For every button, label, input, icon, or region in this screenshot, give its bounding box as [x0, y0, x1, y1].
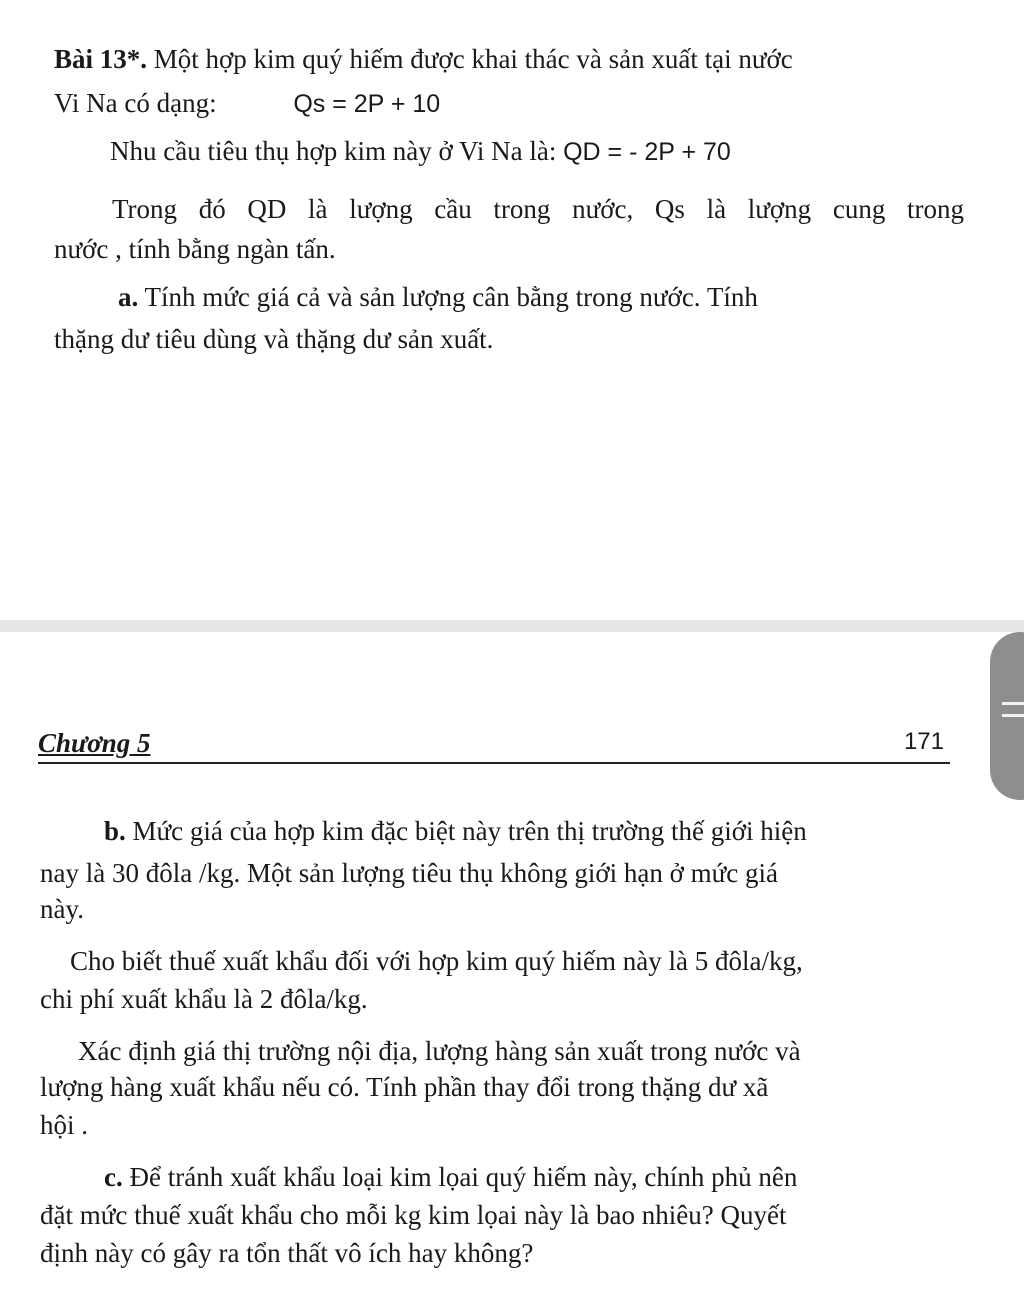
problem-line-5: nước , tính bằng ngàn tấn.	[54, 234, 336, 264]
problem-form-text: Vi Na có dạng:	[54, 88, 217, 118]
part-a-line-1	[118, 280, 964, 314]
page-number: 171	[903, 728, 944, 755]
supply-equation: Qs = 2P + 10	[293, 90, 441, 118]
chapter-header	[38, 728, 950, 764]
page-top	[0, 0, 1024, 620]
part-b-line-4: Cho biết thuế xuất khẩu đối với hợp kim quý hiếm này là 5 đôla/kg,	[70, 946, 803, 976]
demand-intro-text: Nhu cầu tiêu thụ hợp kim này ở Vi Na là:	[110, 136, 557, 166]
problem-line-4: Trong đó QD là lượng cầu trong nước, Qs là lượng cung trong	[112, 194, 964, 224]
grip-line-icon	[1002, 714, 1024, 717]
part-c-line-2: đặt mức thuế xuất khẩu cho mỗi kg kim lọai này là bao nhiêu? Quyết	[40, 1200, 787, 1230]
problem-line-2	[54, 86, 440, 121]
part-b-line-6: Xác định giá thị trường nội địa, lượng hàng sản xuất trong nước và	[78, 1036, 801, 1066]
part-c-label: c.	[104, 1162, 123, 1192]
part-b-text: Mức giá của hợp kim đặc biệt này trên thị trường thế giới hiện	[132, 816, 807, 846]
part-b-line-3: này.	[40, 894, 84, 924]
page-divider	[0, 620, 1024, 632]
problem-line-3	[110, 134, 731, 169]
part-c-text: Để tránh xuất khẩu loại kim lọai quý hiếm này, chính phủ nên	[129, 1162, 798, 1192]
demand-equation: QD = - 2P + 70	[563, 138, 731, 166]
part-b-label: b.	[104, 816, 126, 846]
part-a-line-2: thặng dư tiêu dùng và thặng dư sản xuất.	[54, 324, 494, 354]
part-b-line-1	[104, 814, 807, 848]
problem-line-1	[54, 42, 793, 76]
part-b-line-8: hội .	[40, 1110, 89, 1140]
part-b-line-2: nay là 30 đôla /kg. Một sản lượng tiêu thụ không giới hạn ở mức giá	[40, 858, 779, 888]
part-b-line-5: chi phí xuất khẩu là 2 đôla/kg.	[40, 984, 368, 1014]
problem-label: Bài 13*.	[54, 44, 148, 74]
part-a-label: a.	[118, 282, 139, 312]
part-b-line-7: lượng hàng xuất khẩu nếu có. Tính phần thay đổi trong thặng dư xã	[40, 1072, 769, 1102]
scroll-handle[interactable]	[990, 632, 1024, 800]
part-c-line-1	[104, 1160, 797, 1194]
part-a-text: Tính mức giá cả và sản lượng cân bằng trong nước. Tính	[144, 282, 758, 312]
part-c-line-3: định này có gây ra tổn thất vô ích hay không?	[40, 1238, 534, 1268]
chapter-title: Chương 5	[38, 728, 151, 758]
problem-intro-text: Một hợp kim quý hiếm được khai thác và sản xuất tại nước	[153, 44, 793, 74]
grip-line-icon	[1002, 702, 1024, 705]
